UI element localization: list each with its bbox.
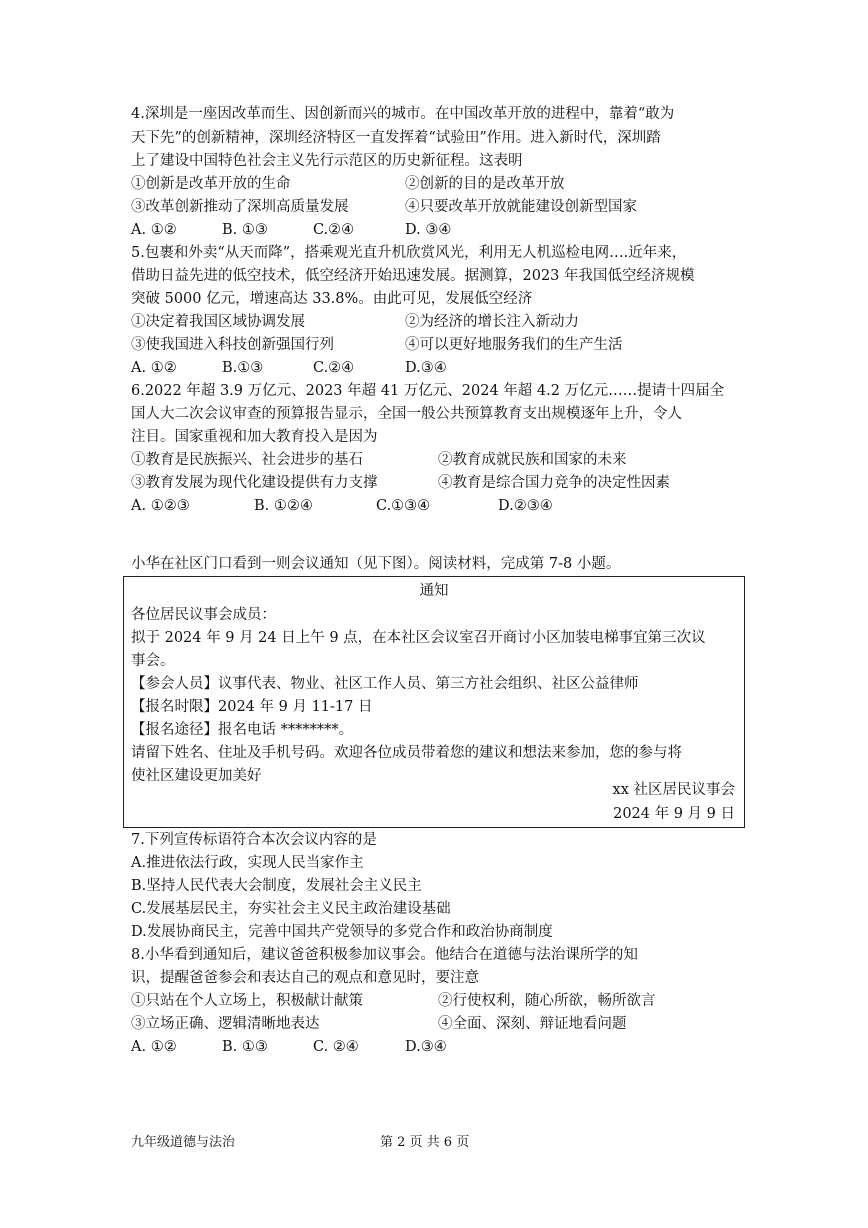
q8-item-2: ②行使权利，随心所欲，畅所欲言 [438,993,656,1009]
q5-choice-c: C.②④ [313,360,355,376]
q5-choice-b: B.①③ [222,360,264,376]
q5-item-1: ①决定着我国区域协调发展 [131,314,305,330]
q4-item-4: ④只要改革开放就能建设创新型国家 [405,199,637,215]
notice-line-1: 各位居民议事会成员： [131,607,276,623]
q6-stem-line-3: 注目。国家重视和加大教育投入是因为 [131,429,378,445]
notice-title: 通知 [419,583,449,599]
q4-choice-b: B. ①③ [222,222,268,238]
q5-stem-line-1: 5.包裹和外卖“从天而降”，搭乘观光直升机欣赏风光，利用无人机巡检电网….近年来， [131,245,687,261]
q4-choice-c: C.②④ [313,222,355,238]
q5-item-3: ③使我国进入科技创新强国行列 [131,337,334,353]
q5-item-2: ②为经济的增长注入新动力 [405,314,579,330]
q7-option-d: D.发展协商民主，完善中国共产党领导的多党合作和政治协商制度 [131,924,553,940]
q5-item-4: ④可以更好地服务我们的生产生活 [405,337,623,353]
footer-subject: 九年级道德与法治 [131,1135,236,1150]
notice-line-6: 【报名途径】报名电话 ********。 [131,722,354,738]
q6-stem-line-2: 国人大二次会议审查的预算报告显示，全国一般公共预算教育支出规模逐年上升，令人 [131,406,682,422]
q8-stem-line-1: 8.小华看到通知后，建议爸爸积极参加议事会。他结合在道德与法治课所学的知 [131,947,638,963]
q6-stem-line-1: 6.2022 年超 3.9 万亿元、2023 年超 41 万亿元、2024 年超 4.2 万亿元……提请十四届全 [131,383,725,399]
q4-item-1: ①创新是改革开放的生命 [131,176,291,192]
q8-choice-a: A. ①② [131,1039,177,1055]
q8-item-3: ③立场正确、逻辑清晰地表达 [131,1016,320,1032]
q5-stem-line-2: 借助日益先进的低空技术，低空经济开始迅速发展。据测算，2023 年我国低空经济规模 [131,268,695,284]
q8-stem-line-2: 识，提醒爸爸参会和表达自己的观点和意见时，要注意 [131,970,479,986]
q4-stem-line-2: 天下先”的创新精神，深圳经济特区一直发挥着“试验田”作用。进入新时代，深圳踏 [131,130,661,146]
q5-stem-line-3: 突破 5000 亿元，增速高达 33.8%。由此可见，发展低空经济 [131,291,533,307]
q7-option-c: C.发展基层民主，夯实社会主义民主政治建设基础 [131,901,451,917]
q5-choice-d: D.③④ [405,360,447,376]
q8-choice-d: D.③④ [405,1039,447,1055]
notice-intro: 小华在社区门口看到一则会议通知（见下图）。阅读材料，完成第 7-8 小题。 [131,556,621,572]
q7-option-b: B.坚持人民代表大会制度，发展社会主义民主 [131,878,422,894]
q8-item-1: ①只站在个人立场上，积极献计献策 [131,993,363,1009]
footer-page-number: 第 2 页 共 6 页 [380,1135,470,1150]
notice-date: 2024 年 9 月 9 日 [613,806,735,822]
notice-line-8: 使社区建设更加美好 [131,768,262,784]
notice-line-4: 【参会人员】议事代表、物业、社区工作人员、第三方社会组织、社区公益律师 [131,676,639,692]
notice-signer: xx 社区居民议事会 [612,782,735,798]
q7-stem: 7.下列宣传标语符合本次会议内容的是 [131,832,377,848]
q6-choice-c: C.①③④ [376,498,431,514]
q4-item-2: ②创新的目的是改革开放 [405,176,565,192]
q4-choice-d: D. ③④ [405,222,452,238]
q6-item-4: ④教育是综合国力竞争的决定性因素 [438,475,670,491]
q4-stem-line-1: 4.深圳是一座因改革而生、因创新而兴的城市。在中国改革开放的进程中，靠着“敢为 [131,106,675,122]
q5-choice-a: A. ①② [131,360,177,376]
notice-line-5: 【报名时限】2024 年 9 月 11-17 日 [131,699,373,715]
notice-line-3: 事会。 [131,653,175,669]
q4-choice-a: A. ①② [131,222,177,238]
q4-stem-line-3: 上了建设中国特色社会主义先行示范区的历史新征程。这表明 [131,153,523,169]
q6-choice-d: D.②③④ [498,498,553,514]
q6-item-3: ③教育发展为现代化建设提供有力支撑 [131,475,378,491]
q4-item-3: ③改革创新推动了深圳高质量发展 [131,199,349,215]
q7-option-a: A.推进依法行政，实现人民当家作主 [131,855,364,871]
notice-line-7: 请留下姓名、住址及手机号码。欢迎各位成员带着您的建议和想法来参加，您的参与将 [131,745,682,761]
notice-line-2: 拟于 2024 年 9 月 24 日上午 9 点，在本社区会议室召开商讨小区加装电梯事宜第三次议 [131,630,706,646]
q6-choice-b: B. ①②④ [254,498,313,514]
q8-item-4: ④全面、深刻、辩证地看问题 [438,1016,627,1032]
meeting-notice-box [123,576,745,828]
q6-item-1: ①教育是民族振兴、社会进步的基石 [131,452,363,468]
q8-choice-c: C. ②④ [313,1039,359,1055]
q6-choice-a: A. ①②③ [131,498,190,514]
q6-item-2: ②教育成就民族和国家的未来 [438,452,627,468]
q8-choice-b: B. ①③ [222,1039,268,1055]
